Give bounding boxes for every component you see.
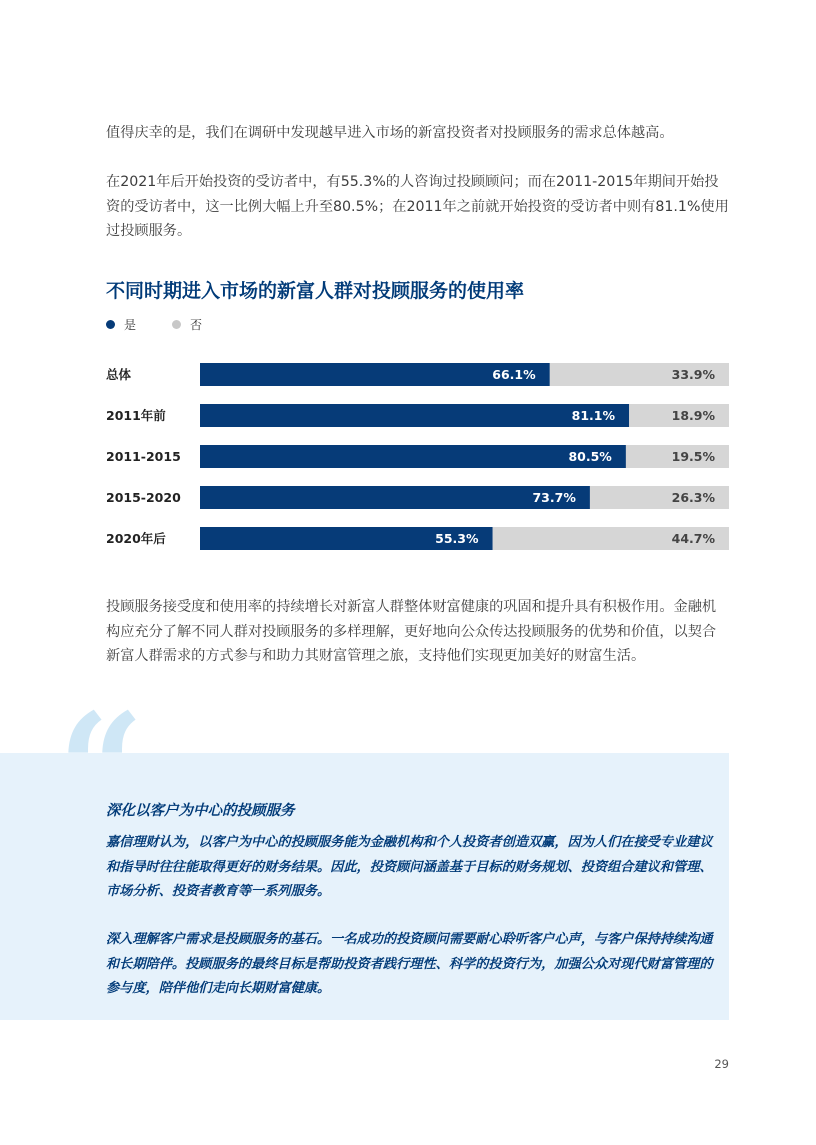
callout-paragraph-1: 嘉信理财认为，以客户为中心的投顾服务能为金融机构和个人投资者创造双赢，因为人们在接受专业建议和指导时往往能取得更好的财务结果。因此，投资顾问涵盖基于目标的财务规划、投资组合建议和管理、市场分析、投资者教育等一系列服务。 [106, 835, 713, 899]
bar-yes [200, 404, 629, 427]
intro-paragraph-1: 值得庆幸的是，我们在调研中发现越早进入市场的新富投资者对投顾服务的需求总体越高。 [106, 125, 674, 141]
legend-swatch-yes [106, 320, 115, 329]
legend-item-yes [106, 316, 136, 333]
data-label-yes: 66.1% [492, 367, 536, 382]
data-label-yes: 81.1% [571, 408, 616, 423]
chart-legend [106, 316, 238, 333]
data-label-no: 44.7% [671, 531, 715, 546]
data-label-yes: 73.7% [532, 490, 576, 505]
closing-paragraph: 投顾服务接受度和使用率的持续增长对新富人群整体财富健康的巩固和提升具有积极作用。金融机构应充分了解不同人群对投顾服务的多样理解，更好地向公众传达投顾服务的优势和价值，以契合新富人群需求的方式参与和助力其财富管理之旅，支持他们实现更加美好的财富生活。 [106, 599, 717, 664]
data-label-no: 33.9% [671, 367, 715, 382]
data-label-no: 18.9% [671, 408, 715, 423]
legend-item-no [172, 316, 202, 333]
intro-paragraph-2: 在2021年后开始投资的受访者中，有55.3%的人咨询过投顾顾问；而在2011-2015年期间开始投资的受访者中，这一比例大幅上升至80.5%；在2011年之前就开始投资的受访者中则有81.1%使用过投顾服务。 [106, 174, 729, 239]
bar-yes [200, 486, 590, 509]
callout-title: 深化以客户为中心的投顾服务 [106, 803, 295, 819]
quote-mark-icon: “ [58, 681, 145, 857]
chart-title: 不同时期进入市场的新富人群对投顾服务的使用率 [106, 280, 525, 302]
usage-rate-bar-chart [0, 350, 816, 565]
legend-label-yes: 是 [124, 318, 137, 332]
data-label-yes: 80.5% [568, 449, 612, 464]
data-label-yes: 55.3% [435, 531, 479, 546]
category-label: 2011-2015 [106, 449, 181, 464]
legend-swatch-no [172, 320, 181, 329]
category-label: 2015-2020 [106, 490, 181, 505]
category-label: 2011年前 [106, 408, 166, 423]
category-label: 总体 [106, 367, 132, 382]
bar-yes [200, 445, 626, 468]
category-label: 2020年后 [106, 531, 166, 546]
callout-paragraph-2: 深入理解客户需求是投顾服务的基石。一名成功的投资顾问需要耐心聆听客户心声，与客户保持持续沟通和长期陪伴。投顾服务的最终目标是帮助投资者践行理性、科学的投资行为，加强公众对现代财富管理的参与度，陪伴他们走向长期财富健康。 [106, 932, 713, 996]
legend-label-no: 否 [190, 318, 203, 332]
data-label-no: 26.3% [671, 490, 715, 505]
page-number: 29 [714, 1057, 729, 1071]
data-label-no: 19.5% [671, 449, 715, 464]
